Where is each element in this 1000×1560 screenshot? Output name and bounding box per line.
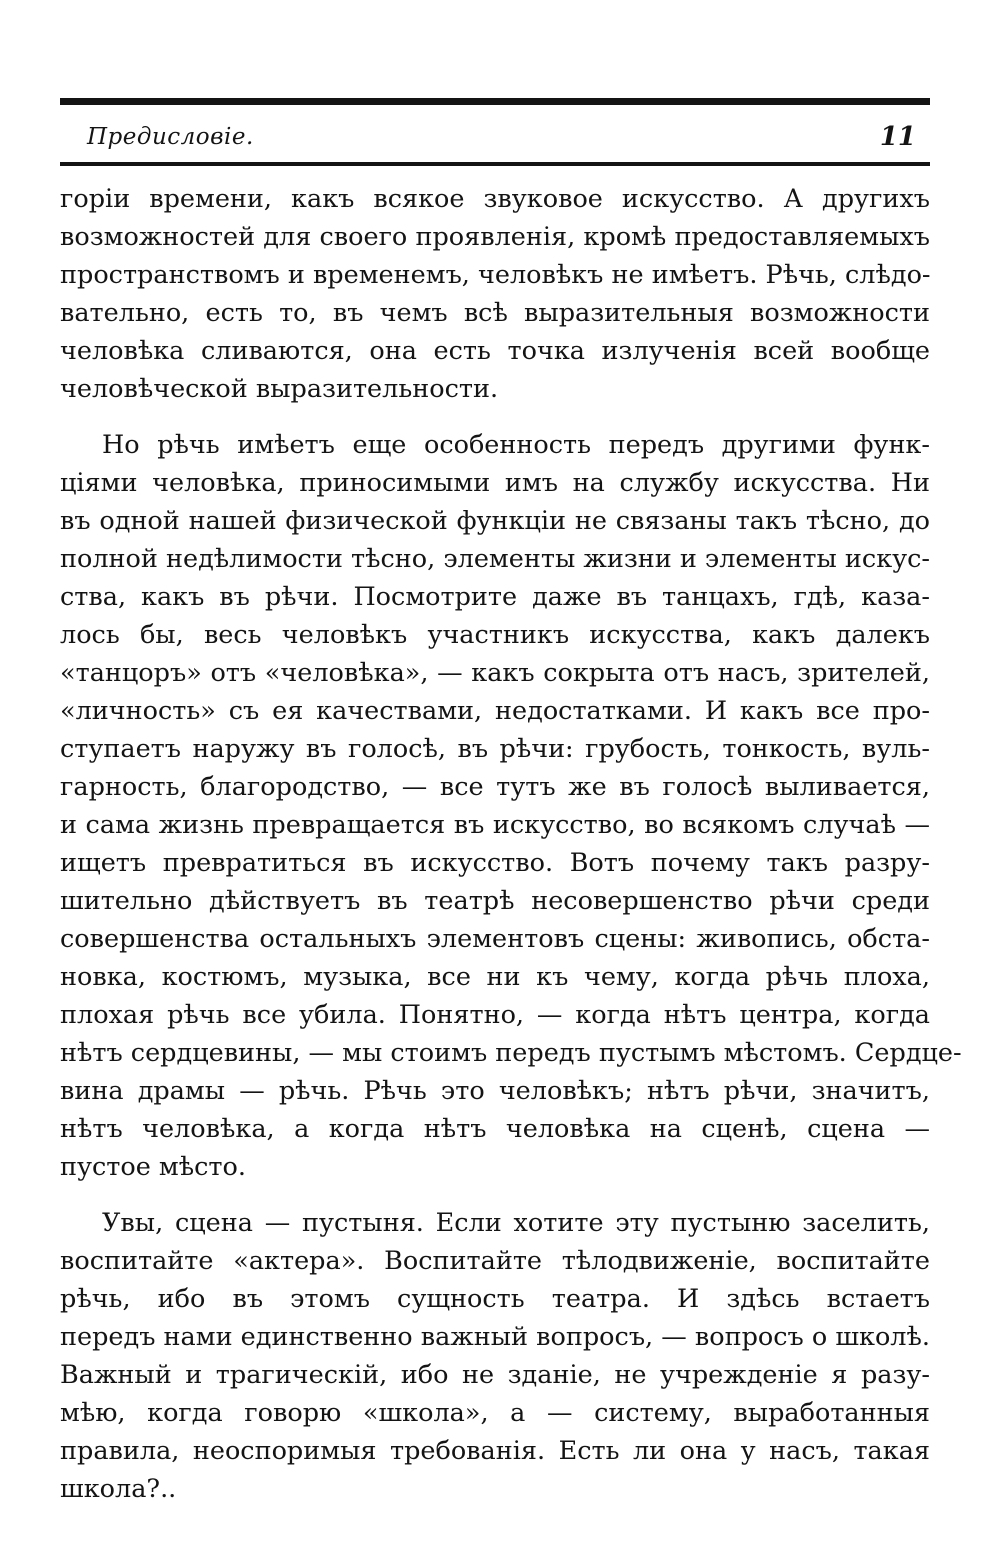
text-line: нѣтъ человѣка, а когда нѣтъ человѣка на сценѣ, сцена — (60, 1114, 930, 1144)
text-line: Но рѣчь имѣетъ еще особенность передъ другими функ- (102, 430, 930, 460)
text-line: ціями человѣка, приносимыми имъ на службу искусства. Ни (60, 468, 930, 498)
text-line: новка, костюмъ, музыка, все ни къ чему, когда рѣчь плоха, (60, 962, 930, 992)
paragraph-3 (60, 1204, 930, 1508)
page-number: 11 (879, 122, 916, 152)
text-line: плохая рѣчь все убила. Понятно, — когда нѣтъ центра, когда (60, 1000, 930, 1030)
text-line: правила, неоспоримыя требованія. Есть ли она у насъ, такая (60, 1436, 930, 1466)
page-header (60, 118, 930, 166)
text-line: горіи времени, какъ всякое звуковое искусство. А другихъ (60, 184, 930, 214)
text-line: Увы, сцена — пустыня. Если хотите эту пустыню заселить, (102, 1208, 930, 1238)
paragraph-1 (60, 180, 930, 408)
text-line: совершенства остальныхъ элементовъ сцены: живопись, обста- (60, 924, 930, 954)
text-line: школа?.. (60, 1474, 177, 1504)
text-line: мѣю, когда говорю «школа», а — систему, выработанныя (60, 1398, 930, 1428)
text-line: вина драмы — рѣчь. Рѣчь это человѣкъ; нѣтъ рѣчи, значитъ, (60, 1076, 930, 1106)
body-text (60, 180, 962, 1508)
text-line: «личность» съ ея качествами, недостатками. И какъ все про- (60, 696, 930, 726)
text-line: и сама жизнь превращается въ искусство, во всякомъ случаѣ — (60, 810, 930, 840)
text-line: возможностей для своего проявленія, кромѣ предоставляемыхъ (60, 222, 930, 252)
text-line: человѣка сливаются, она есть точка излученія всей вообще (60, 336, 930, 366)
text-line: рѣчь, ибо въ этомъ сущность театра. И здѣсь встаетъ (60, 1284, 930, 1314)
text-line: полной недѣлимости тѣсно, элементы жизни и элементы искус- (60, 544, 931, 574)
text-line: вательно, есть то, въ чемъ всѣ выразительныя возможности (60, 298, 930, 328)
text-line: ства, какъ въ рѣчи. Посмотрите даже въ танцахъ, гдѣ, каза- (60, 582, 930, 612)
text-line: передъ нами единственно важный вопросъ, — вопросъ о школѣ. (60, 1322, 930, 1352)
text-line: Важный и трагическій, ибо не зданіе, не учрежденіе я разу- (60, 1360, 930, 1390)
text-line: человѣческой выразительности. (60, 374, 499, 404)
paragraph-2 (60, 426, 962, 1186)
text-line: гарность, благородство, — все тутъ же въ голосѣ выливается, (60, 772, 930, 802)
text-line: ищетъ превратиться въ искусство. Вотъ почему такъ разру- (60, 848, 930, 878)
text-line: въ одной нашей физической функціи не связаны такъ тѣсно, до (60, 506, 930, 536)
text-line: воспитайте «актера». Воспитайте тѣлодвиженіе, воспитайте (60, 1246, 930, 1276)
text-line: «танцоръ» отъ «человѣка», — какъ сокрыта отъ насъ, зрителей, (60, 658, 930, 688)
text-line: шительно дѣйствуетъ въ театрѣ несовершенство рѣчи среди (60, 886, 930, 916)
text-line: лось бы, весь человѣкъ участникъ искусства, какъ далекъ (60, 620, 930, 650)
text-line: пустое мѣсто. (60, 1152, 246, 1182)
header-rule (60, 98, 930, 105)
text-line: нѣтъ сердцевины, — мы стоимъ передъ пустымъ мѣстомъ. Сердце- (60, 1038, 962, 1068)
text-line: пространствомъ и временемъ, человѣкъ не имѣетъ. Рѣчь, слѣдо- (60, 260, 931, 290)
running-head: Предисловіе. (87, 124, 254, 150)
text-line: ступаетъ наружу въ голосѣ, въ рѣчи: грубость, тонкость, вуль- (60, 734, 930, 764)
